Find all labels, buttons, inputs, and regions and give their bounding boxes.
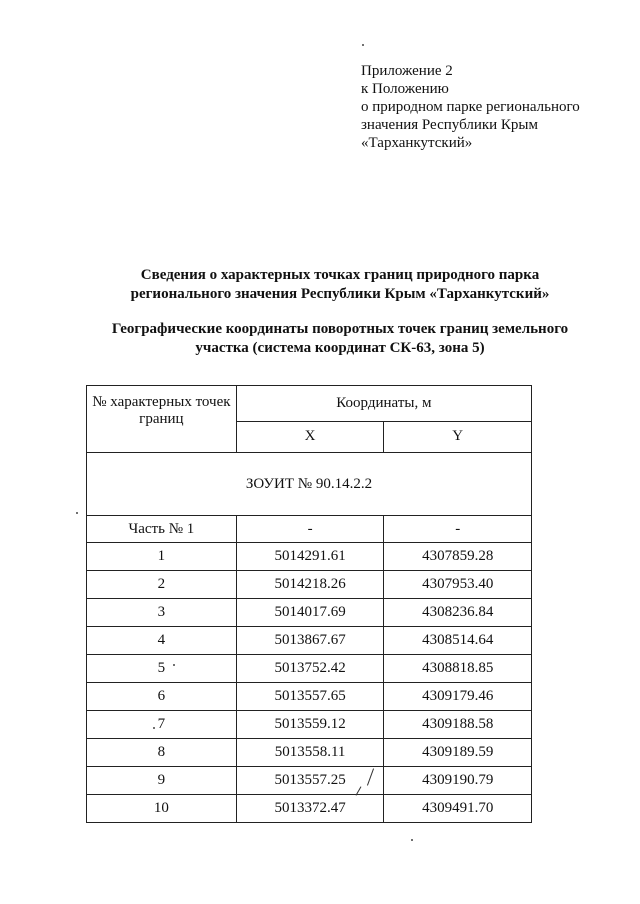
scan-speck bbox=[76, 512, 78, 514]
header-point-number: № характерных точек границ bbox=[87, 386, 237, 453]
document-title bbox=[60, 266, 620, 304]
title-line: Сведения о характерных точках границ природного парка bbox=[140, 267, 540, 283]
header-x: X bbox=[236, 421, 384, 452]
table-header-row bbox=[87, 386, 532, 422]
appendix-line: к Положению bbox=[361, 81, 449, 97]
scan-speck bbox=[411, 839, 413, 841]
coordinates-table bbox=[86, 385, 532, 823]
table-row bbox=[87, 767, 532, 795]
appendix-note bbox=[361, 62, 580, 152]
table-row bbox=[87, 599, 532, 627]
coord-y: 4309491.70 bbox=[384, 795, 532, 823]
coord-x: 5013559.12 bbox=[236, 711, 384, 739]
subtitle-line: Географические координаты поворотных точек границ земельного bbox=[111, 321, 569, 337]
point-number: 9 bbox=[87, 767, 237, 795]
scan-speck bbox=[153, 727, 155, 729]
point-number: 2 bbox=[87, 571, 237, 599]
document-subtitle bbox=[60, 320, 620, 358]
coord-x: 5013372.47 bbox=[236, 795, 384, 823]
scan-speck bbox=[362, 44, 364, 46]
coord-y: 4307859.28 bbox=[384, 543, 532, 571]
table-row bbox=[87, 739, 532, 767]
coord-y: 4308236.84 bbox=[384, 599, 532, 627]
coord-y: 4309179.46 bbox=[384, 683, 532, 711]
coord-x: 5013752.42 bbox=[236, 655, 384, 683]
table-row bbox=[87, 655, 532, 683]
table-row bbox=[87, 711, 532, 739]
coord-x: 5014218.26 bbox=[236, 571, 384, 599]
appendix-line: значения Республики Крым bbox=[361, 117, 538, 133]
point-number: 8 bbox=[87, 739, 237, 767]
table-row bbox=[87, 683, 532, 711]
coord-y: 4307953.40 bbox=[384, 571, 532, 599]
coord-x: 5013867.67 bbox=[236, 627, 384, 655]
coord-y: 4309190.79 bbox=[384, 767, 532, 795]
table-row bbox=[87, 627, 532, 655]
part-label: Часть № 1 bbox=[87, 516, 237, 543]
point-number: 3 bbox=[87, 599, 237, 627]
title-line: регионального значения Республики Крым «Тарханкутский» bbox=[130, 286, 550, 302]
appendix-line: Приложение 2 bbox=[361, 63, 453, 79]
table-row bbox=[87, 543, 532, 571]
coord-y: 4308818.85 bbox=[384, 655, 532, 683]
point-number: 7 bbox=[87, 711, 237, 739]
coord-x: 5014291.61 bbox=[236, 543, 384, 571]
coord-y: 4308514.64 bbox=[384, 627, 532, 655]
coord-y: 4309189.59 bbox=[384, 739, 532, 767]
point-number: 6 bbox=[87, 683, 237, 711]
header-y: Y bbox=[384, 421, 532, 452]
coord-x: 5014017.69 bbox=[236, 599, 384, 627]
point-number: 10 bbox=[87, 795, 237, 823]
zone-row bbox=[87, 453, 532, 516]
coord-x: 5013557.65 bbox=[236, 683, 384, 711]
part-x: - bbox=[236, 516, 384, 543]
point-number: 5 bbox=[87, 655, 237, 683]
coord-x: 5013557.25 bbox=[236, 767, 384, 795]
appendix-line: «Тарханкутский» bbox=[361, 135, 473, 151]
point-number: 1 bbox=[87, 543, 237, 571]
part-y: - bbox=[384, 516, 532, 543]
header-coordinates: Координаты, м bbox=[236, 386, 531, 422]
scan-speck bbox=[173, 664, 175, 666]
table-row bbox=[87, 795, 532, 823]
point-number: 4 bbox=[87, 627, 237, 655]
part-row bbox=[87, 516, 532, 543]
table-row bbox=[87, 571, 532, 599]
zone-label: ЗОУИТ № 90.14.2.2 bbox=[87, 453, 532, 516]
subtitle-line: участка (система координат СК-63, зона 5) bbox=[195, 340, 485, 356]
coord-x: 5013558.11 bbox=[236, 739, 384, 767]
coord-y: 4309188.58 bbox=[384, 711, 532, 739]
appendix-line: о природном парке регионального bbox=[361, 99, 580, 115]
